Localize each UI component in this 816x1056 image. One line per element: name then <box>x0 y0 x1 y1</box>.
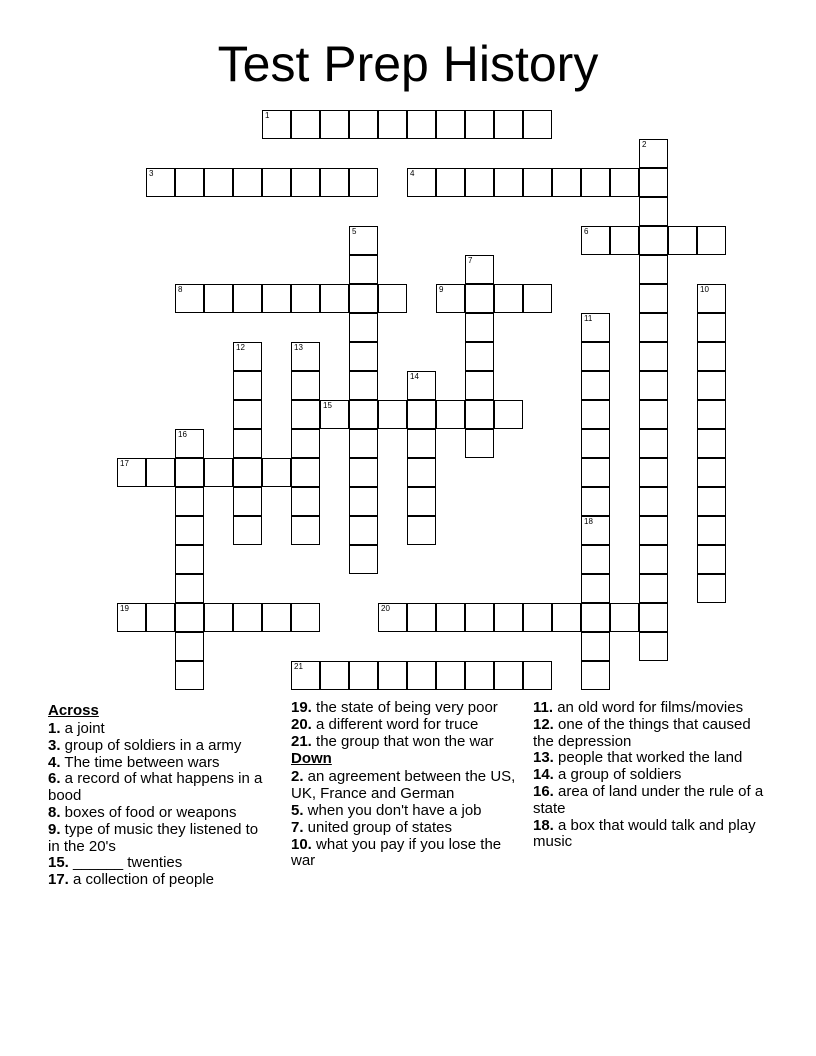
grid-cell[interactable] <box>465 429 494 458</box>
grid-cell[interactable] <box>349 661 378 690</box>
grid-cell[interactable] <box>639 545 668 574</box>
grid-cell[interactable] <box>581 429 610 458</box>
grid-cell[interactable] <box>320 400 349 429</box>
grid-cell[interactable] <box>233 284 262 313</box>
grid-cell[interactable] <box>610 226 639 255</box>
grid-cell[interactable] <box>436 284 465 313</box>
grid-cell[interactable] <box>349 487 378 516</box>
grid-cell[interactable] <box>581 458 610 487</box>
grid-cell[interactable] <box>581 371 610 400</box>
grid-cell[interactable] <box>349 226 378 255</box>
grid-cell[interactable] <box>639 487 668 516</box>
grid-cell[interactable] <box>639 284 668 313</box>
grid-cell[interactable] <box>291 458 320 487</box>
grid-cell[interactable] <box>349 313 378 342</box>
clue-down-12: 12. one of the things that caused the depression <box>533 715 751 750</box>
grid-cell[interactable] <box>465 110 494 139</box>
grid-cell[interactable] <box>494 110 523 139</box>
grid-cell[interactable] <box>117 603 146 632</box>
grid-cell[interactable] <box>146 168 175 197</box>
grid-cell[interactable] <box>639 574 668 603</box>
grid-cell[interactable] <box>407 400 436 429</box>
clue-across-15: 15. ______ twenties <box>48 854 183 872</box>
grid-cell[interactable] <box>494 603 523 632</box>
grid-cell[interactable] <box>349 516 378 545</box>
grid-cell[interactable] <box>349 342 378 371</box>
grid-cell[interactable] <box>639 458 668 487</box>
clue-down-7: 7. united group of states <box>291 818 452 836</box>
grid-cell[interactable] <box>378 400 407 429</box>
clue-across-3: 3. group of soldiers in a army <box>48 736 242 754</box>
clues-column-2 <box>291 700 516 870</box>
grid-cell[interactable] <box>233 429 262 458</box>
grid-cell[interactable] <box>697 284 726 313</box>
grid-cell[interactable] <box>175 632 204 661</box>
grid-cell[interactable] <box>233 371 262 400</box>
clue-down-16: 16. area of land under the rule of a state <box>533 782 764 817</box>
grid-cell[interactable] <box>465 255 494 284</box>
clue-number: 13 <box>294 343 303 352</box>
grid-cell[interactable] <box>697 516 726 545</box>
grid-cell[interactable] <box>349 255 378 284</box>
grid-cell[interactable] <box>639 603 668 632</box>
grid-cell[interactable] <box>262 110 291 139</box>
grid-cell[interactable] <box>639 168 668 197</box>
grid-cell[interactable] <box>581 632 610 661</box>
grid-cell[interactable] <box>494 284 523 313</box>
grid-cell[interactable] <box>523 284 552 313</box>
grid-cell[interactable] <box>581 574 610 603</box>
grid-cell[interactable] <box>291 603 320 632</box>
grid-cell[interactable] <box>407 516 436 545</box>
grid-cell[interactable] <box>407 661 436 690</box>
down-heading: Down <box>291 750 332 768</box>
grid-cell[interactable] <box>407 429 436 458</box>
clue-across-19: 19. the state of being very poor <box>291 699 498 716</box>
grid-cell[interactable] <box>523 661 552 690</box>
grid-cell[interactable] <box>407 458 436 487</box>
clue-number: 5 <box>352 227 357 236</box>
grid-cell[interactable] <box>175 661 204 690</box>
grid-cell[interactable] <box>291 516 320 545</box>
grid-cell[interactable] <box>233 400 262 429</box>
clue-number: 11 <box>584 314 593 323</box>
grid-cell[interactable] <box>349 429 378 458</box>
grid-cell[interactable] <box>697 487 726 516</box>
grid-cell[interactable] <box>407 371 436 400</box>
grid-cell[interactable] <box>175 168 204 197</box>
grid-cell[interactable] <box>465 661 494 690</box>
grid-cell[interactable] <box>494 661 523 690</box>
clue-across-21: 21. the group that won the war <box>291 732 494 750</box>
grid-cell[interactable] <box>465 603 494 632</box>
grid-cell[interactable] <box>175 574 204 603</box>
grid-cell[interactable] <box>291 110 320 139</box>
grid-cell[interactable] <box>117 458 146 487</box>
grid-cell[interactable] <box>639 313 668 342</box>
clue-number: 10 <box>700 285 709 294</box>
grid-cell[interactable] <box>581 226 610 255</box>
grid-cell[interactable] <box>233 342 262 371</box>
grid-cell[interactable] <box>581 603 610 632</box>
grid-cell[interactable] <box>697 400 726 429</box>
grid-cell[interactable] <box>436 661 465 690</box>
grid-cell[interactable] <box>291 371 320 400</box>
grid-cell[interactable] <box>581 516 610 545</box>
grid-cell[interactable] <box>465 284 494 313</box>
grid-cell[interactable] <box>349 371 378 400</box>
grid-cell[interactable] <box>639 429 668 458</box>
clue-down-11: 11. an old word for films/movies <box>533 699 744 716</box>
grid-cell[interactable] <box>233 516 262 545</box>
grid-cell[interactable] <box>175 458 204 487</box>
grid-cell[interactable] <box>552 603 581 632</box>
clue-number: 20 <box>381 604 390 613</box>
grid-cell[interactable] <box>436 168 465 197</box>
grid-cell[interactable] <box>378 603 407 632</box>
clue-number: 12 <box>236 343 245 352</box>
grid-cell[interactable] <box>407 168 436 197</box>
grid-cell[interactable] <box>697 458 726 487</box>
clue-down-14: 14. a group of soldiers <box>533 766 682 784</box>
grid-cell[interactable] <box>639 226 668 255</box>
grid-cell[interactable] <box>581 545 610 574</box>
grid-cell[interactable] <box>291 429 320 458</box>
grid-cell[interactable] <box>320 284 349 313</box>
grid-cell[interactable] <box>697 371 726 400</box>
grid-cell[interactable] <box>697 226 726 255</box>
grid-cell[interactable] <box>465 168 494 197</box>
grid-cell[interactable] <box>639 516 668 545</box>
grid-cell[interactable] <box>465 342 494 371</box>
grid-cell[interactable] <box>204 284 233 313</box>
grid-cell[interactable] <box>175 545 204 574</box>
grid-cell[interactable] <box>697 545 726 574</box>
grid-cell[interactable] <box>668 226 697 255</box>
grid-cell[interactable] <box>291 284 320 313</box>
clue-down-13: 13. people that worked the land <box>533 749 743 767</box>
grid-cell[interactable] <box>291 400 320 429</box>
grid-cell[interactable] <box>291 168 320 197</box>
puzzle-title: Test Prep History <box>217 36 599 92</box>
grid-cell[interactable] <box>262 458 291 487</box>
grid-cell[interactable] <box>349 168 378 197</box>
grid-cell[interactable] <box>146 603 175 632</box>
across-heading: Across <box>48 702 99 719</box>
clues-column-3 <box>533 700 768 851</box>
clue-across-17: 17. a collection of people <box>48 871 214 889</box>
grid-cell[interactable] <box>639 255 668 284</box>
grid-cell[interactable] <box>523 603 552 632</box>
grid-cell[interactable] <box>291 342 320 371</box>
grid-cell[interactable] <box>349 284 378 313</box>
grid-cell[interactable] <box>262 284 291 313</box>
grid-cell[interactable] <box>581 168 610 197</box>
grid-cell[interactable] <box>581 487 610 516</box>
grid-cell[interactable] <box>494 400 523 429</box>
grid-cell[interactable] <box>320 661 349 690</box>
grid-cell[interactable] <box>465 400 494 429</box>
grid-cell[interactable] <box>639 342 668 371</box>
grid-cell[interactable] <box>262 603 291 632</box>
clue-across-4: 4. The time between wars <box>48 753 220 771</box>
grid-cell[interactable] <box>407 487 436 516</box>
grid-cell[interactable] <box>175 487 204 516</box>
grid-cell[interactable] <box>407 603 436 632</box>
grid-cell[interactable] <box>436 603 465 632</box>
grid-cell[interactable] <box>349 400 378 429</box>
grid-cell[interactable] <box>523 168 552 197</box>
grid-cell[interactable] <box>552 168 581 197</box>
clue-number: 8 <box>178 285 183 294</box>
clue-across-6: 6. a record of what happens in a bood <box>48 770 263 805</box>
grid-cell[interactable] <box>378 284 407 313</box>
grid-cell[interactable] <box>639 197 668 226</box>
grid-cell[interactable] <box>204 168 233 197</box>
grid-cell[interactable] <box>639 139 668 168</box>
grid-cell[interactable] <box>233 487 262 516</box>
grid-cell[interactable] <box>175 429 204 458</box>
grid-cell[interactable] <box>465 371 494 400</box>
clue-number: 21 <box>294 662 303 671</box>
grid-cell[interactable] <box>233 603 262 632</box>
grid-cell[interactable] <box>320 168 349 197</box>
clue-down-10: 10. what you pay if you lose the war <box>291 835 502 870</box>
clue-number: 16 <box>178 430 187 439</box>
grid-cell[interactable] <box>291 487 320 516</box>
clue-number: 19 <box>120 604 129 613</box>
grid-cell[interactable] <box>697 574 726 603</box>
grid-cell[interactable] <box>581 661 610 690</box>
grid-cell[interactable] <box>349 110 378 139</box>
clue-across-8: 8. boxes of food or weapons <box>48 803 237 821</box>
grid-cell[interactable] <box>639 632 668 661</box>
grid-cell[interactable] <box>378 110 407 139</box>
grid-cell[interactable] <box>697 429 726 458</box>
clue-number: 7 <box>468 256 473 265</box>
clue-down-18: 18. a box that would talk and play music <box>533 816 756 851</box>
grid-cell[interactable] <box>349 545 378 574</box>
grid-cell[interactable] <box>610 168 639 197</box>
clue-down-5: 5. when you don't have a job <box>291 801 482 819</box>
grid-cell[interactable] <box>494 168 523 197</box>
grid-cell[interactable] <box>175 603 204 632</box>
clue-across-20: 20. a different word for truce <box>291 715 479 733</box>
grid-cell[interactable] <box>291 661 320 690</box>
grid-cell[interactable] <box>581 313 610 342</box>
grid-cell[interactable] <box>639 400 668 429</box>
clue-number: 3 <box>149 169 154 178</box>
grid-cell[interactable] <box>523 110 552 139</box>
grid-cell[interactable] <box>146 458 175 487</box>
grid-cell[interactable] <box>465 313 494 342</box>
clue-number: 18 <box>584 517 593 526</box>
clue-number: 1 <box>265 111 270 120</box>
grid-cell[interactable] <box>233 168 262 197</box>
grid-cell[interactable] <box>697 313 726 342</box>
grid-cell[interactable] <box>697 342 726 371</box>
clue-number: 9 <box>439 285 444 294</box>
grid-cell[interactable] <box>204 458 233 487</box>
grid-cell[interactable] <box>610 603 639 632</box>
grid-cell[interactable] <box>436 110 465 139</box>
clue-across-1: 1. a joint <box>48 720 105 737</box>
clue-number: 15 <box>323 401 332 410</box>
grid-cell[interactable] <box>639 371 668 400</box>
grid-cell[interactable] <box>581 342 610 371</box>
grid-cell[interactable] <box>407 110 436 139</box>
grid-cell[interactable] <box>233 458 262 487</box>
clue-number: 14 <box>410 372 419 381</box>
clue-number: 6 <box>584 227 589 236</box>
grid-cell[interactable] <box>378 661 407 690</box>
grid-cell[interactable] <box>175 516 204 545</box>
grid-cell[interactable] <box>262 168 291 197</box>
clue-number: 17 <box>120 459 129 468</box>
grid-cell[interactable] <box>436 400 465 429</box>
clue-number: 4 <box>410 169 415 178</box>
grid-cell[interactable] <box>320 110 349 139</box>
clue-down-2: 2. an agreement between the US, UK, France and German <box>291 768 516 803</box>
clue-across-9: 9. type of music they listened to in the 20's <box>48 820 259 855</box>
grid-cell[interactable] <box>581 400 610 429</box>
clue-number: 2 <box>642 140 647 149</box>
grid-cell[interactable] <box>204 603 233 632</box>
grid-cell[interactable] <box>175 284 204 313</box>
grid-cell[interactable] <box>349 458 378 487</box>
clues-column-1 <box>48 700 273 889</box>
